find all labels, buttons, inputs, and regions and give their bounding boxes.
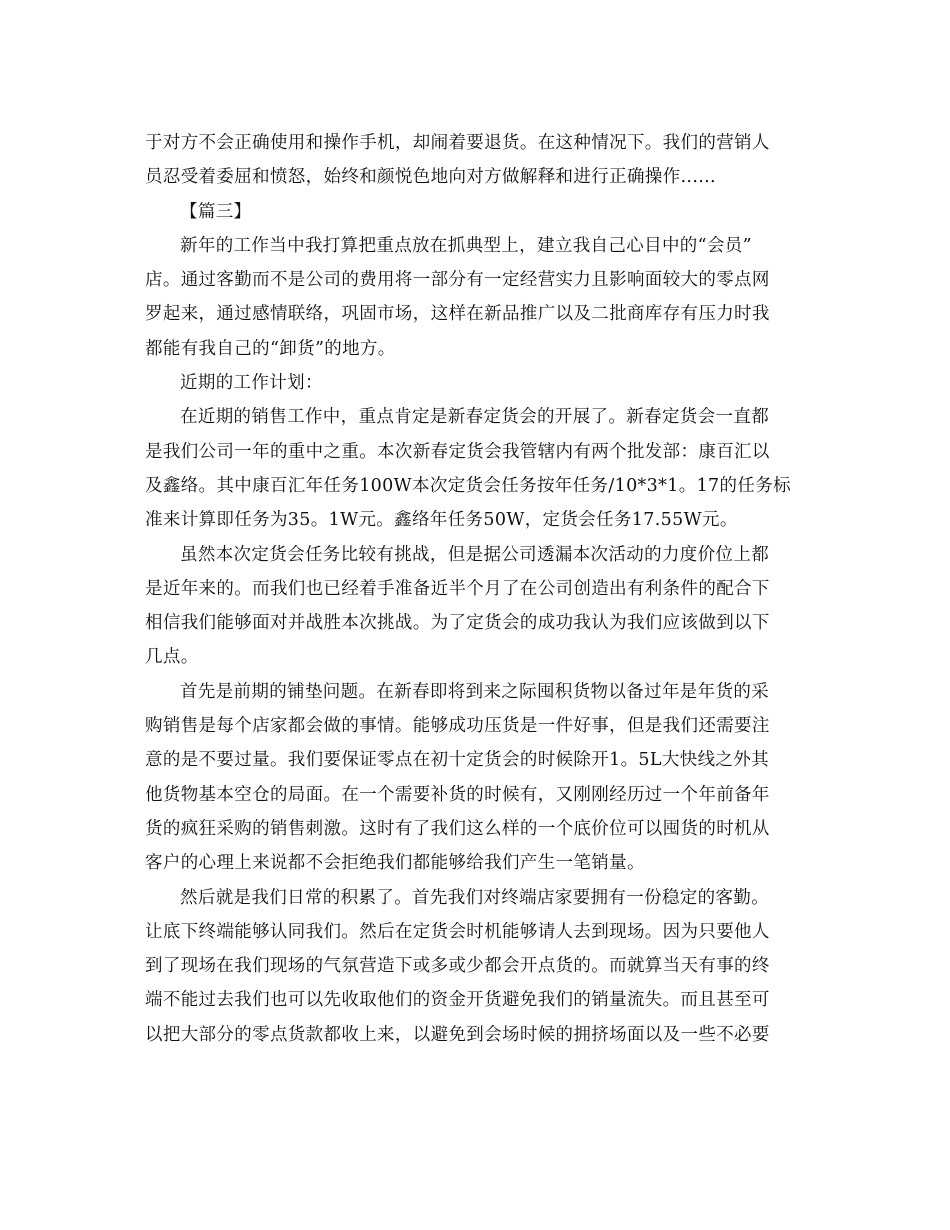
text-line: 购销售是每个店家都会做的事情。能够成功压货是一件好事，但是我们还需要注 [145,716,770,737]
text-line: 准来计算即任务为35。1W元。鑫络年任务50W，定货会任务17.55W元。 [145,510,738,531]
para-order-meeting [145,400,805,537]
text-line: 意的是不要过量。我们要保证零点在初十定货会的时候除开1。5L大快线之外其 [145,750,769,771]
text-line: 店。通过客勤而不是公司的费用将一部分有一定经营实力且影响面较大的零点网 [145,270,770,291]
text-line: 首先是前期的铺垫问题。在新春即将到来之际囤积货物以备过年是年货的采 [180,681,770,702]
text-line: 相信我们能够面对并战胜本次挑战。为了定货会的成功我认为我们应该做到以下 [145,613,770,634]
text-line: 于对方不会正确使用和操作手机，却闹着要退货。在这种情况下。我们的营销人 [145,133,770,153]
text-line: 罗起来，通过感情联络，巩固市场，这样在新品推广以及二批商库存有压力时我 [145,304,770,325]
para-continuation [145,126,805,195]
para-challenge [145,538,805,675]
text-line: 及鑫络。其中康百汇年任务100W本次定货会任务按年任务/10*3*1。17的任务标 [145,475,791,496]
text-line: 到了现场在我们现场的气氛营造下或多或少都会开点货的。而就算当天有事的终 [145,956,770,977]
text-line: 都能有我自己的“卸货”的地方。 [145,338,396,359]
text-line: 是我们公司一年的重中之重。本次新春定货会我管辖内有两个批发部：康百汇以 [145,441,770,462]
text-line: 【篇三】 [180,201,252,222]
text-line: 他货物基本空仓的局面。在一个需要补货的时候有，又刚刚经历过一个年前备年 [145,784,770,805]
para-first-groundwork [145,675,805,881]
section-heading [145,195,805,229]
text-line: 端不能过去我们也可以先收取他们的资金开货避免我们的销量流失。而且甚至可 [145,990,770,1011]
recent-plan-heading [145,366,805,400]
text-line: 让底下终端能够认同我们。然后在定货会时机能够请人去到现场。因为只要他人 [145,921,770,942]
text-line: 几点。 [145,647,199,668]
para-new-year-plan [145,229,805,366]
document-body [145,126,805,1052]
text-line: 是近年来的。而我们也已经着手准备近半个月了在公司创造出有利条件的配合下 [145,578,770,599]
text-line: 然后就是我们日常的积累了。首先我们对终端店家要拥有一份稳定的客勤。 [180,887,770,908]
text-line: 客户的心理上来说都不会拒绝我们都能够给我们产生一笔销量。 [145,853,645,874]
text-line: 货的疯狂采购的销售刺激。这时有了我们这么样的一个底价位可以囤货的时机从 [145,818,770,839]
para-daily-accumulation [145,881,805,1052]
text-line: 虽然本次定货会任务比较有挑战，但是据公司透漏本次活动的力度价位上都 [180,544,770,565]
text-line: 近期的工作计划： [180,373,323,394]
text-line: 在近期的销售工作中，重点肯定是新春定货会的开展了。新春定货会一直都 [180,407,770,428]
text-line: 新年的工作当中我打算把重点放在抓典型上，建立我自己心目中的“会员” [180,235,752,256]
text-line: 员忍受着委屈和愤怒，始终和颜悦色地向对方做解释和进行正确操作...... [145,167,716,188]
text-line: 以把大部分的零点货款都收上来，以避免到会场时候的拥挤场面以及一些不必要 [145,1024,770,1045]
